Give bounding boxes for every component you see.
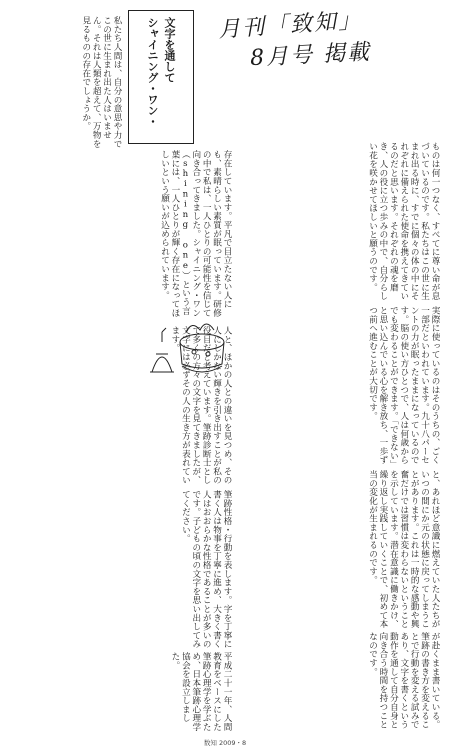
page-footer: 数知 2009・8 [203,739,247,747]
article-title-box [128,10,194,144]
body-column-right-3: と、あれほど意識に燃えていた人たちがいつの間にか元の状態に戻ってしまうことがあります。これは一時的な感動や興奮だけでは習慣は変わらないということを示しています。潜在意識に働きかけ、繰り返し実践していくことで、初めて本当の変化が生まれるのです。 [367,470,440,629]
body-column-right-1: ものは何一つなく、すべてに尊い命が息づいているのです。私たちはこの世に生まれ出る時に、すでに個々の体の中にそれぞれに備えられた使命を携えてきているのだと思います。それぞれの魂を磨き、人の役に立つ歩みの中で、自分らしい花を咲かせてほしいと願うのです。 [367,142,440,301]
header-line2: 8月号 掲載 [249,39,372,72]
body-column-left-1: 私たち人間は、自分の意思や力でこの世に生まれ出た人はいません。それは人類を超えて、万物を見るものの存在でしょうか。 [80,16,122,148]
body-column-left-5: 平成二十一年、人間教育をベースにした筆跡心理学を学ぶため、日本筆跡心理学協会を設立しました。 [169,652,232,732]
article-title-line2: シャイニング・ワン・ [146,17,159,127]
dessert-illustration [142,302,234,382]
body-column-left-4: 筆跡性格・行動を表します。字を丁寧に書く人は物事を丁寧に進め、大きく書く人はおおらかな性格であることが多いのです。子どもの頃の文字を思い出してみてください。 [180,490,232,649]
header-line1: 月刊「致知」 [217,8,363,43]
body-column-left-3: 人と、ほかの人との違いを見つめ、その人にしかない輝きを引き出すことが私の役目だと考えています。筆跡診断士として多くの方々の文字を見てきましたが、文字には必ずその人の生き方が表れています。 [169,326,232,485]
body-column-right-4: が赴くまま書いている。筆跡の書き方を変えることで行動を変える試みであり、文字を書くという動作を通して自分自身と向き合う時間を持つことなのです。 [367,632,440,729]
body-column-left-2: 存在しています。平凡で目立たない人にも、素晴らしい素質が眠っています。研修の中で私は、一人ひとりの可能性を信じて向き合ってきました。シャイニング・ワン（shining one）という言葉には、一人ひとりが輝く存在になってほしいという願いが込められています。 [159,150,232,318]
article-title-line1: 文字を通して [163,17,176,83]
magazine-header-calligraphy [210,8,440,78]
body-column-right-2: 実際に使っているのはそのうちの、ごく一部だといわれています。九十八パーセントの力が眠ったままになっているのです。脳の使い方ひとつで、人は何歳からでも変わることができます。「できない」と思い込んでいる心を解き放ち、一歩ずつ前へ進むことが大切です。 [367,306,440,465]
